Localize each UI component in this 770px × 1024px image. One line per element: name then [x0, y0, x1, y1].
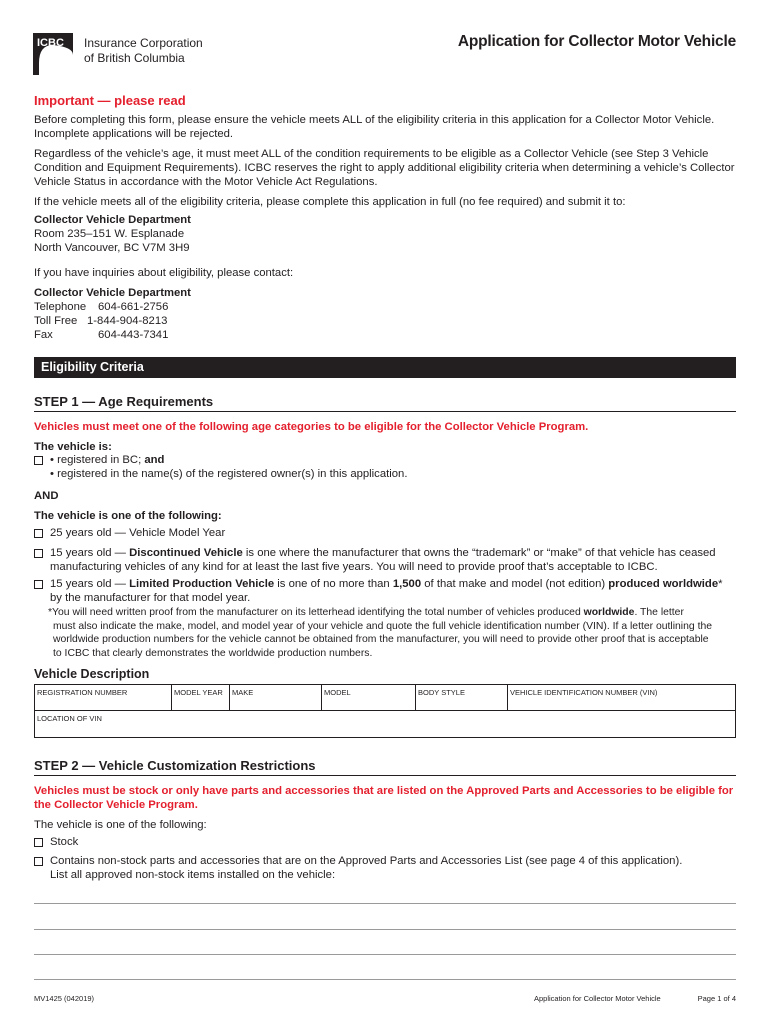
intro-p2-line2: Condition and Equipment Requirements). ICBC reserves the right to apply additional eligibility criteria when determining a vehicle’s Collector	[34, 162, 735, 174]
make-field[interactable]	[230, 685, 322, 710]
vehicle-description-table	[34, 684, 736, 738]
important-heading: Important — please read	[34, 93, 186, 108]
note-b: . The letter	[634, 607, 684, 618]
tollfree-row	[34, 314, 191, 328]
limited-production-note	[48, 606, 748, 660]
vin-field[interactable]	[508, 685, 735, 710]
disc-pre: 15 years old —	[50, 547, 130, 559]
non-stock-option	[34, 855, 736, 882]
option-discontinued-checkbox[interactable]	[34, 549, 43, 558]
write-line-2[interactable]	[34, 929, 736, 930]
disc-post: is one where the manufacturer that owns the “trademark” or “make” of that vehicle has ceased	[242, 547, 716, 559]
step2-title: STEP 2 — Vehicle Customization Restrictions	[34, 758, 736, 776]
mailing-address	[34, 213, 191, 255]
step2-requirement	[34, 784, 744, 812]
fax-number: 604-443-7341	[98, 329, 169, 341]
vin-label: VEHICLE IDENTIFICATION NUMBER (VIN)	[510, 688, 658, 697]
and-label: AND	[34, 490, 59, 502]
lim-mid2: of that make and model (not edition)	[421, 578, 609, 590]
address-line1: Room 235–151 W. Esplanade	[34, 228, 185, 240]
body-style-field[interactable]	[416, 685, 508, 710]
form-number: MV1425 (042019)	[34, 994, 95, 1003]
tollfree-number: 1-844-904-8213	[87, 315, 168, 327]
write-line-3[interactable]	[34, 954, 736, 955]
contact-dept: Collector Vehicle Department	[34, 287, 191, 299]
vehicle-description-title: Vehicle Description	[34, 667, 150, 681]
non-stock-line2: List all approved non-stock items installed on the vehicle:	[50, 868, 336, 881]
option-discontinued-line2: manufacturing vehicles of any kind for at least the last five years. You will need to provide proof that’s acceptable to ICBC.	[50, 560, 658, 573]
disc-bold: Discontinued Vehicle	[129, 547, 243, 559]
address-dept: Collector Vehicle Department	[34, 214, 191, 226]
option-limited-line2: by the manufacturer for that model year.	[50, 591, 251, 604]
page-number: Page 1 of 4	[697, 994, 736, 1003]
write-line-4[interactable]	[34, 979, 736, 980]
telephone-number: 604-661-2756	[98, 301, 169, 313]
stock-option	[34, 836, 736, 850]
model-label: MODEL	[324, 688, 351, 697]
intro-p2-line3: Vehicle Status in accordance with the Motor Vehicle Act Regulations.	[34, 176, 378, 188]
icbc-logo	[33, 33, 73, 75]
non-stock-checkbox[interactable]	[34, 857, 43, 866]
fax-label: Fax	[34, 329, 53, 341]
registered-owner-line: • registered in the name(s) of the registered owner(s) in this application.	[50, 467, 408, 480]
inquiries-text: If you have inquiries about eligibility, please contact:	[34, 267, 294, 279]
registered-bc-option	[34, 454, 736, 481]
step1-requirement: Vehicles must meet one of the following age categories to be eligible for the Collector Vehicle Program.	[34, 421, 589, 433]
registered-bc-checkbox[interactable]	[34, 456, 43, 465]
body-style-label: BODY STYLE	[418, 688, 465, 697]
org-line2: of British Columbia	[84, 50, 185, 65]
registration-number-field[interactable]	[35, 685, 172, 710]
registered-bc-and: and	[144, 454, 165, 466]
step2-requirement-line2: the Collector Vehicle Program.	[34, 799, 198, 811]
step1-title: STEP 1 — Age Requirements	[34, 394, 736, 412]
telephone-row	[34, 300, 191, 314]
model-year-label: MODEL YEAR	[174, 688, 223, 697]
one-of-label: The vehicle is one of the following:	[34, 510, 222, 522]
fax-row	[34, 328, 191, 342]
option-25-years	[34, 527, 736, 541]
option-discontinued	[34, 547, 736, 574]
org-name	[84, 36, 203, 65]
lim-pre: 15 years old —	[50, 578, 130, 590]
tollfree-label: Toll Free	[34, 315, 78, 327]
option-limited-production	[34, 578, 736, 605]
step2-one-of-label: The vehicle is one of the following:	[34, 819, 207, 831]
lim-bold: Limited Production Vehicle	[129, 578, 275, 590]
address-line2: North Vancouver, BC V7M 3H9	[34, 242, 190, 254]
stock-checkbox[interactable]	[34, 838, 43, 847]
location-of-vin-label: LOCATION OF VIN	[37, 714, 102, 723]
registered-bc-text	[50, 454, 736, 468]
note-line2: must also indicate the make, model, and model year of your vehicle and quote the full vehicle identification number (VIN). If a letter outlining the	[53, 620, 713, 632]
model-year-field[interactable]	[172, 685, 230, 710]
stock-text: Stock	[50, 836, 79, 848]
registration-number-label: REGISTRATION NUMBER	[37, 688, 128, 697]
lim-mid: is one of no more than	[274, 578, 393, 590]
telephone-label: Telephone	[34, 301, 87, 313]
option-25-years-text: 25 years old — Vehicle Model Year	[50, 527, 226, 539]
option-limited-line1	[50, 578, 736, 592]
note-line3: worldwide production numbers for the vehicle cannot be obtained from the manufacturer, you will need to provide other proof that is acceptable	[53, 634, 709, 645]
note-bold: worldwide	[583, 607, 635, 618]
intro-p1-line1: Before completing this form, please ensure the vehicle meets ALL of the eligibility criteria in this application for a Collector Motor Vehicle.	[34, 114, 715, 126]
location-of-vin-field[interactable]	[35, 711, 735, 736]
eligibility-criteria-bar: Eligibility Criteria	[34, 357, 736, 378]
model-field[interactable]	[322, 685, 416, 710]
intro-p1-line2: Incomplete applications will be rejected.	[34, 128, 234, 140]
logo-text: ICBC	[37, 37, 64, 49]
intro-paragraph-2	[34, 147, 744, 189]
intro-paragraph-3: If the vehicle meets all of the eligibility criteria, please complete this application in full (no fee required) and submit it to:	[34, 196, 626, 208]
note-line4: to ICBC that clearly demonstrates the worldwide production numbers.	[53, 647, 373, 659]
write-line-1[interactable]	[34, 903, 736, 904]
registered-bc-line: • registered in BC;	[50, 454, 145, 466]
intro-p2-line1: Regardless of the vehicle’s age, it must meet ALL of the condition requirements to be eligible as a Collector Vehicle (see Step 3 Vehicle	[34, 148, 709, 160]
option-25-years-checkbox[interactable]	[34, 529, 43, 538]
note-a: *You will need written proof from the manufacturer on its letterhead identifying the total number of vehicles produced	[48, 607, 584, 618]
intro-paragraph-1	[34, 113, 744, 141]
footer-title: Application for Collector Motor Vehicle	[534, 994, 661, 1003]
make-label: MAKE	[232, 688, 254, 697]
non-stock-line1: Contains non-stock parts and accessories that are on the Approved Parts and Accessories List (see page 4 of this application).	[50, 855, 683, 867]
option-discontinued-line1	[50, 547, 736, 561]
vehicle-is-label: The vehicle is:	[34, 441, 112, 453]
option-limited-checkbox[interactable]	[34, 580, 43, 589]
org-line1: Insurance Corporation	[84, 36, 203, 50]
lim-bold2: produced worldwide	[608, 578, 719, 590]
contact-info	[34, 286, 191, 342]
step2-requirement-line1: Vehicles must be stock or only have parts and accessories that are listed on the Approved Parts and Accessories to be eligible for	[34, 785, 734, 797]
lim-num: 1,500	[392, 578, 422, 590]
lim-star: *	[718, 578, 723, 590]
note-line1	[48, 606, 748, 620]
document-title: Application for Collector Motor Vehicle	[457, 33, 736, 50]
